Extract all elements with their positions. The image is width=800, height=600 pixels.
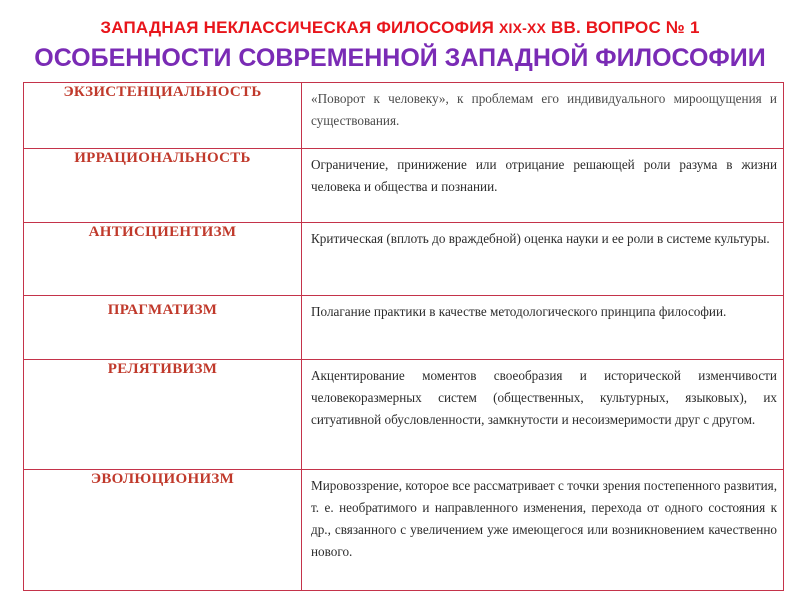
table-row — [24, 149, 784, 223]
term-cell: ЭВОЛЮЦИОНИЗМ — [24, 470, 302, 591]
supertitle-centuries: XIX-XX — [498, 20, 547, 36]
term-cell: РЕЛЯТИВИЗМ — [24, 360, 302, 470]
description-cell: Ограничение, принижение или отрицание решающей роли разума в жизни человека и общества и познании. — [302, 149, 784, 223]
description-cell: Мировоззрение, которое все рассматривает с точки зрения постепенного развития, т. е. необратимого и направленного изменения, перехода от одного состояния к др., связанного с увеличением уже имеющегося или возникновением качественно нового. — [302, 470, 784, 591]
description-cell: «Поворот к человеку», к проблемам его индивидуального мироощущения и существования. — [302, 83, 784, 149]
description-cell: Критическая (вплоть до враждебной) оценка науки и ее роли в системе культуры. — [302, 223, 784, 296]
slide-supertitle — [0, 18, 800, 38]
term-cell: АНТИСЦИЕНТИЗМ — [24, 223, 302, 296]
supertitle-tail: ВВ. ВОПРОС № 1 — [551, 18, 700, 37]
description-cell: Полагание практики в качестве методологического принципа философии. — [302, 296, 784, 360]
term-cell: ПРАГМАТИЗМ — [24, 296, 302, 360]
slide-title: ОСОБЕННОСТИ СОВРЕМЕННОЙ ЗАПАДНОЙ ФИЛОСОФИИ — [34, 44, 766, 72]
description-cell: Акцентирование моментов своеобразия и исторической изменчивости человекоразмерных систем (общественных, культурных, языковых), их ситуативной обусловленности, замкнутости и несоизмеримости друг с другом. — [302, 360, 784, 470]
supertitle-main: ЗАПАДНАЯ НЕКЛАССИЧЕСКАЯ ФИЛОСОФИЯ — [100, 18, 495, 37]
term-cell: ЭКЗИСТЕНЦИАЛЬНОСТЬ — [24, 83, 302, 149]
table-row — [24, 223, 784, 296]
table-row — [24, 470, 784, 591]
table-row — [24, 296, 784, 360]
features-table — [23, 82, 784, 591]
table-row — [24, 360, 784, 470]
term-cell: ИРРАЦИОНАЛЬНОСТЬ — [24, 149, 302, 223]
table-row — [24, 83, 784, 149]
